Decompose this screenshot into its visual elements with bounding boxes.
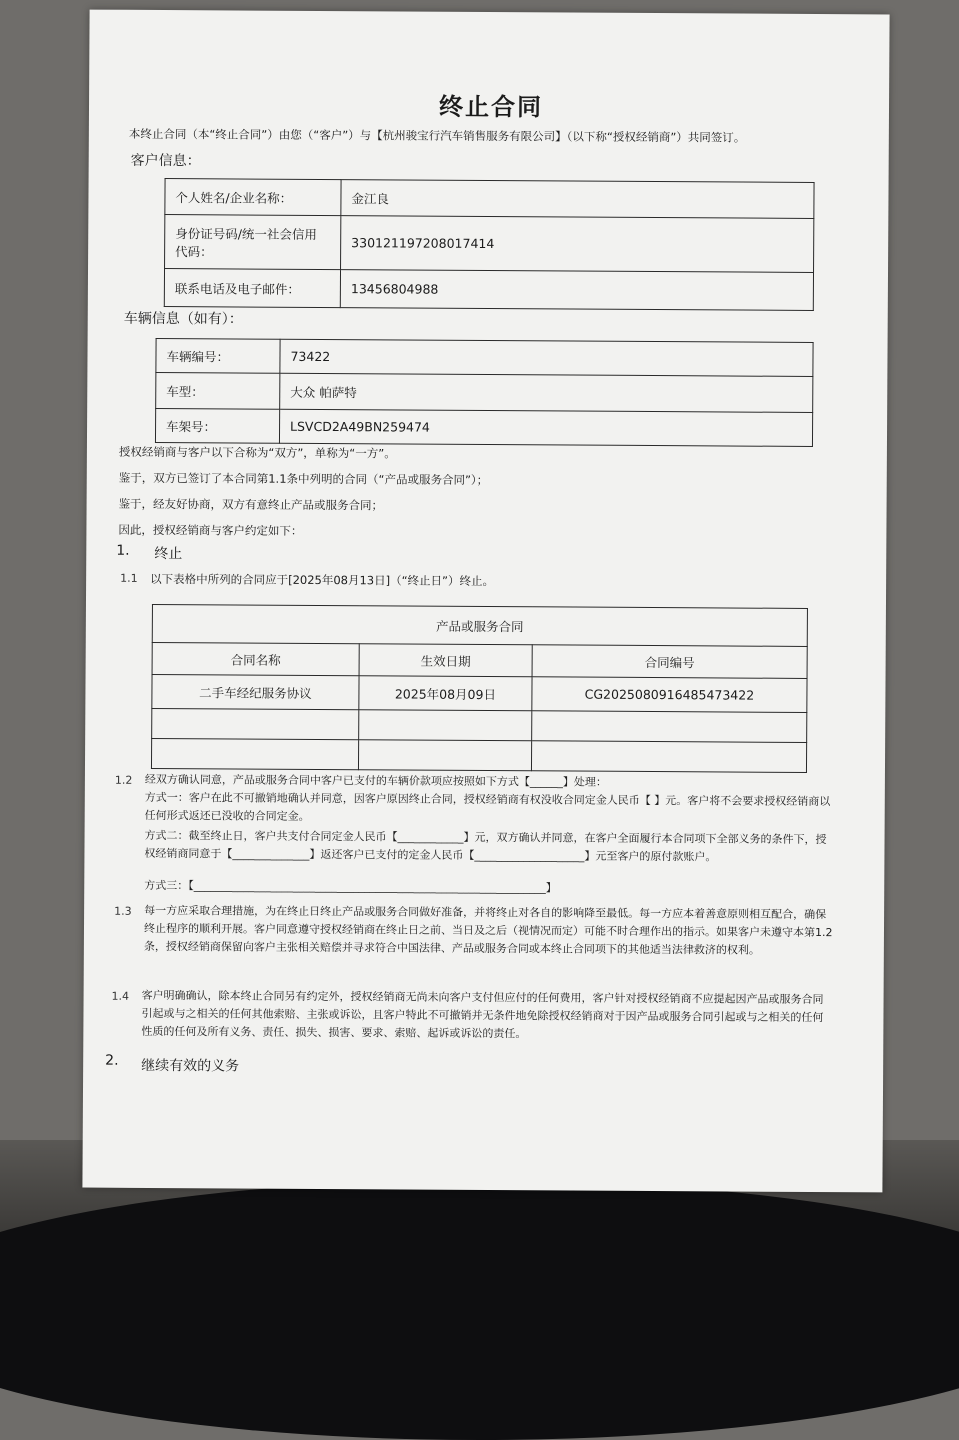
clause-1-2-method-3: 方式三：【________________________________________________________________】 — [144, 878, 557, 895]
cell-contract-name: 二手车经纪服务协议 — [152, 674, 359, 709]
section-2-number: 2. — [105, 1052, 119, 1069]
clause-1-2-number: 1.2 — [114, 773, 133, 787]
clause-1-3-text: 每一方应采取合理措施，为在终止日终止产品或服务合同做好准备，并将终止对各自的影响降至最低。每一方应本着善意原则相互配合，确保终止程序的顺利开展。客户同意遵守授权经销商在终止日之前、当日及之后（视情况而定）可能不时合理作出的指示。如果客户未遵守本第1.2条，授权经销商保留向客户主张相关赔偿并寻求符合中国法律、产品或服务合同或本终止合同项下的其他适当法律救济的权利。 — [143, 903, 833, 957]
clause-1-4-text: 客户明确确认，除本终止合同另有约定外，授权经销商无尚未向客户支付但应付的任何费用，客户针对授权经销商不应提起因产品或服务合同引起或与之相关的任何其他索赔、主张或诉讼，且客户特此不可撤销并无条件地免除授权经销商对于因产品或服务合同引起或与之相关的任何性质的任何及所有义务、责任、损失、损害、要求、索赔、起诉或诉讼的责任。 — [141, 988, 824, 1041]
table-row — [152, 674, 807, 712]
table-row-empty — [151, 738, 806, 772]
contracts-table-header: 产品或服务合同 — [152, 604, 807, 646]
customer-info-table — [164, 178, 815, 311]
cell-effective-date: 2025年08月09日 — [359, 676, 532, 711]
customer-contact-label: 联系电话及电子邮件： — [164, 269, 340, 308]
clause-1-1-text: 以下表格中所列的合同应于[2025年08月13日]（“终止日”）终止。 — [150, 571, 495, 589]
clause-1-3-number: 1.3 — [114, 904, 132, 918]
customer-info-heading: 客户信息： — [130, 152, 201, 170]
cell-contract-number: CG2025080916485473422 — [532, 677, 807, 713]
vehicle-info-table — [155, 338, 814, 447]
page-title: 终止合同 — [438, 92, 544, 122]
vehicle-no-value: 73422 — [280, 339, 813, 376]
clause-1-2-method-2: 方式二：截至终止日，客户共支付合同定金人民币【____________】元，双方确认并同意，在客户全面履行本合同项下全部义务的条件下，授权经销商同意于【______________】返还客户已支付的定金人民币【____________________】元至客户的原付款账户。 — [144, 828, 827, 864]
vehicle-info-heading: 车辆信息（如有）： — [123, 310, 243, 328]
background-dark-object — [0, 1180, 959, 1440]
col-header-contract-name: 合同名称 — [152, 642, 359, 675]
clause-1-2-text: 经双方确认同意，产品或服务合同中客户已支付的车辆价款项应按照如下方式【______】处理： — [144, 772, 607, 789]
customer-contact-value: 13456804988 — [340, 270, 813, 311]
whereas-clause-1: 鉴于，双方已签订了本合同第1.1条中列明的合同（“产品或服务合同”）； — [118, 470, 489, 488]
vehicle-model-value: 大众 帕萨特 — [280, 373, 813, 412]
intro-paragraph: 本终止合同（本“终止合同”）由您（“客户”）与【杭州骏宝行汽车销售服务有限公司】（以下称“授权经销商”）共同签订。 — [128, 126, 746, 145]
therefore-clause: 因此，授权经销商与客户约定如下： — [118, 522, 303, 538]
parties-definition: 授权经销商与客户以下合称为“双方”，单称为“一方”。 — [118, 444, 396, 461]
col-header-effective-date: 生效日期 — [359, 644, 532, 677]
clause-1-1-number: 1.1 — [120, 571, 138, 585]
vehicle-no-label: 车辆编号： — [156, 338, 280, 373]
customer-id-label-line1: 身份证号码/统一社会信用 — [175, 225, 318, 242]
section-2-title: 继续有效的义务 — [141, 1057, 240, 1075]
vehicle-vin-value: LSVCD2A49BN259474 — [279, 409, 812, 446]
customer-id-label-line2: 代码： — [175, 243, 213, 259]
section-1-number: 1. — [116, 542, 130, 559]
customer-id-label — [165, 215, 341, 270]
customer-id-value: 330121197208017414 — [341, 216, 814, 273]
col-header-contract-number: 合同编号 — [532, 645, 807, 679]
clause-1-4-number: 1.4 — [111, 989, 130, 1003]
clause-1-2-method-1: 方式一：客户在此不可撤销地确认并同意，因客户原因终止合同，授权经销商有权没收合同定金人民币【 】元。客户将不会要求授权经销商以任何形式返还已没收的合同定金。 — [144, 790, 831, 823]
contracts-table — [151, 604, 808, 773]
whereas-clause-2: 鉴于，经友好协商，双方有意终止产品或服务合同； — [118, 496, 384, 513]
table-row-empty — [152, 708, 807, 742]
customer-name-value: 金江良 — [341, 180, 814, 219]
document-page — [82, 10, 889, 1193]
vehicle-model-label: 车型： — [156, 372, 280, 409]
customer-name-label: 个人姓名/企业名称： — [165, 179, 341, 216]
section-1-title: 终止 — [154, 545, 183, 563]
vehicle-vin-label: 车架号： — [155, 408, 279, 443]
